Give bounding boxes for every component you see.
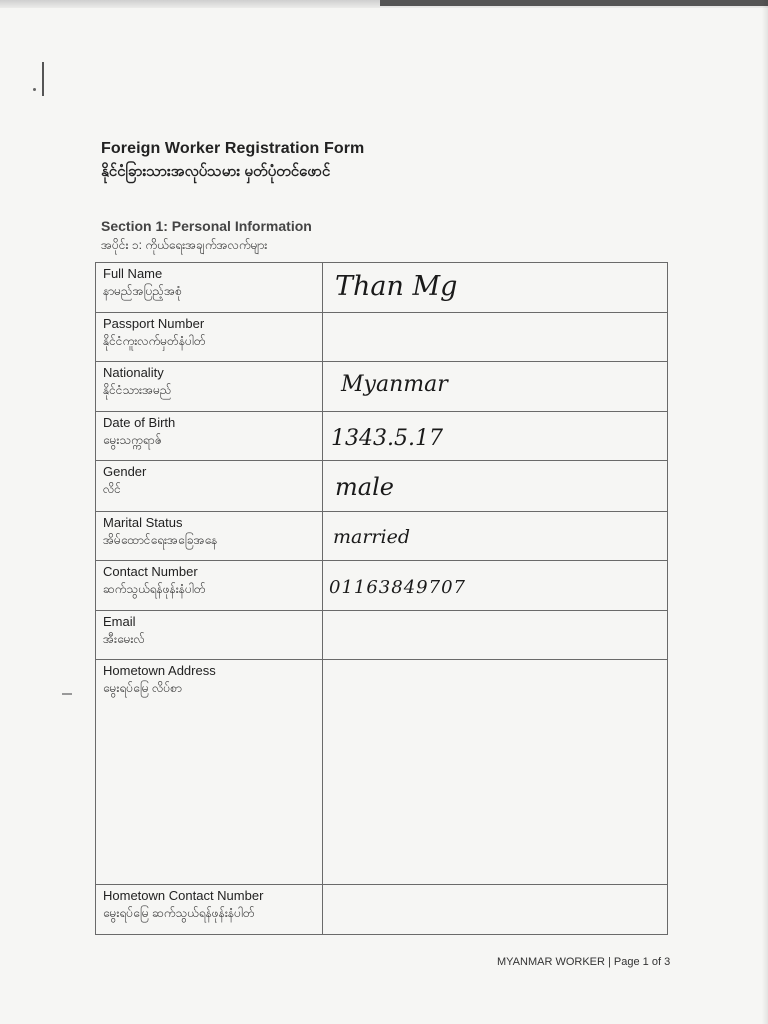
- value-hometown-address[interactable]: [323, 660, 668, 885]
- label-cell: [96, 660, 323, 885]
- field-label-myanmar: အိမ်ထောင်ရေးအခြေအနေ: [103, 533, 218, 547]
- row-hometown-address: [96, 660, 668, 885]
- label-cell: [96, 512, 323, 561]
- label-cell: [96, 263, 323, 313]
- label-cell: [96, 561, 323, 611]
- field-label-myanmar: လိင်: [103, 482, 121, 496]
- field-label-myanmar: နိုင်ငံသားအမည်: [103, 383, 172, 397]
- value-email[interactable]: [323, 611, 668, 660]
- field-label-myanmar: နာမည်အပြည့်အစုံ: [103, 284, 182, 298]
- label-cell: [96, 412, 323, 461]
- handwritten-value: male: [335, 473, 394, 501]
- field-label: Nationality: [103, 365, 164, 380]
- value-full-name[interactable]: [323, 263, 668, 313]
- form-title: Foreign Worker Registration Form: [101, 140, 365, 157]
- field-label: Contact Number: [103, 564, 198, 579]
- label-cell: [96, 885, 323, 935]
- handwritten-value: Than Mg: [335, 271, 458, 302]
- handwritten-value: Myanmar: [341, 372, 448, 397]
- label-cell: [96, 313, 323, 362]
- row-nationality: [96, 362, 668, 412]
- label-cell: [96, 611, 323, 660]
- field-label-myanmar: အီးမေးလ်: [103, 632, 145, 646]
- value-marital-status[interactable]: [323, 512, 668, 561]
- value-passport-number[interactable]: [323, 313, 668, 362]
- row-date-of-birth: [96, 412, 668, 461]
- field-label-myanmar: နိုင်ငံကူးလက်မှတ်နံပါတ်: [103, 334, 206, 348]
- value-nationality[interactable]: [323, 362, 668, 412]
- scan-dash: [62, 693, 72, 695]
- field-label: Email: [103, 614, 136, 629]
- scan-dot: [33, 88, 36, 91]
- field-label: Date of Birth: [103, 415, 176, 430]
- handwritten-value: 1343.5.17: [331, 426, 443, 451]
- label-cell: [96, 461, 323, 512]
- field-label: Passport Number: [103, 316, 205, 331]
- value-gender[interactable]: [323, 461, 668, 512]
- row-email: [96, 611, 668, 660]
- field-label: Hometown Contact Number: [103, 888, 264, 903]
- form-title-myanmar: နိုင်ငံခြားသားအလုပ်သမား မှတ်ပုံတင်ဖောင်: [101, 163, 331, 180]
- scan-top-shadow: [380, 0, 768, 6]
- row-full-name: [96, 263, 668, 313]
- field-label-myanmar: မွေးရပ်မြေ ဆက်သွယ်ရန်ဖုန်းနံပါတ်: [103, 906, 255, 920]
- section-title-myanmar: အပိုင်း ၁: ကိုယ်ရေးအချက်အလက်များ: [101, 238, 268, 252]
- scan-right-shadow: [762, 0, 768, 1024]
- page-footer: MYANMAR WORKER | Page 1 of 3: [497, 956, 671, 968]
- field-label-myanmar: မွေးရပ်မြေ လိပ်စာ: [103, 681, 182, 695]
- field-label: Hometown Address: [103, 663, 216, 678]
- row-gender: [96, 461, 668, 512]
- scan-mark: [42, 62, 44, 96]
- field-label: Full Name: [103, 266, 163, 281]
- handwritten-value: married: [333, 526, 410, 548]
- section-title: Section 1: Personal Information: [101, 218, 312, 234]
- handwritten-value: 01163849707: [329, 577, 466, 598]
- row-contact-number: [96, 561, 668, 611]
- row-hometown-contact-number: [96, 885, 668, 935]
- row-marital-status: [96, 512, 668, 561]
- value-hometown-contact-number[interactable]: [323, 885, 668, 935]
- field-label-myanmar: ဆက်သွယ်ရန်ဖုန်းနံပါတ်: [103, 582, 206, 596]
- field-label: Marital Status: [103, 515, 183, 530]
- label-cell: [96, 362, 323, 412]
- row-passport-number: [96, 313, 668, 362]
- value-contact-number[interactable]: [323, 561, 668, 611]
- value-date-of-birth[interactable]: [323, 412, 668, 461]
- field-label: Gender: [103, 464, 147, 479]
- field-label-myanmar: မွေးသက္ကရာဇ်: [103, 433, 162, 447]
- personal-info-table: [95, 262, 668, 935]
